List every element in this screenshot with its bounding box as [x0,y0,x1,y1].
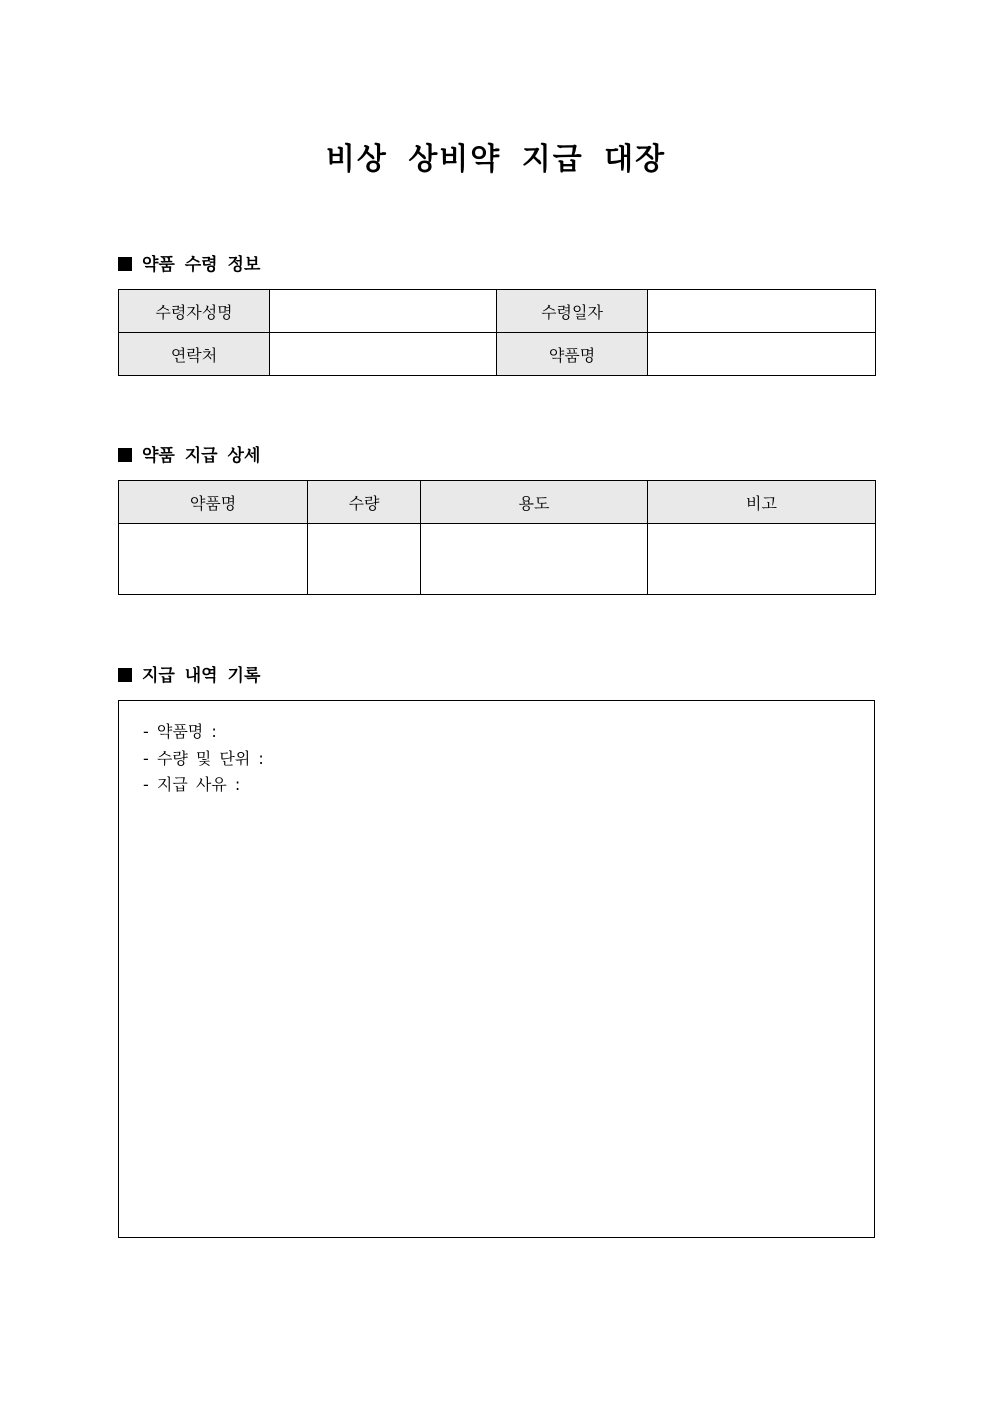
medicine-name-label: 약품명 [497,333,648,376]
black-square-icon [118,668,132,682]
black-square-icon [118,448,132,462]
receipt-date-field[interactable] [648,290,876,333]
medicine-cell[interactable] [119,524,308,595]
recipient-name-field[interactable] [270,290,497,333]
record-text-area[interactable] [118,700,875,1238]
column-header-quantity: 수량 [308,481,421,524]
table-row [119,290,876,333]
receipt-date-label: 수령일자 [497,290,648,333]
section-heading-record [118,664,260,688]
quantity-cell[interactable] [308,524,421,595]
record-line-quantity-unit: - 수량 및 단위 : [143,748,264,768]
column-header-medicine: 약품명 [119,481,308,524]
record-line-reason: - 지급 사유 : [143,775,241,794]
recipient-name-label: 수령자성명 [119,290,270,333]
medicine-name-field[interactable] [648,333,876,376]
black-square-icon [118,257,132,271]
record-lines [143,719,264,799]
section-heading-detail [118,444,260,468]
purpose-cell[interactable] [421,524,648,595]
contact-field[interactable] [270,333,497,376]
contact-label: 연락처 [119,333,270,376]
column-header-purpose: 용도 [421,481,648,524]
page-title: 비상 상비약 지급 대장 [325,142,667,177]
column-header-remarks: 비고 [648,481,876,524]
record-line-medicine: - 약품명 : [143,722,217,741]
section-heading-detail-text: 약품 지급 상세 [142,446,261,466]
table-header-row [119,481,876,524]
section-heading-receipt-text: 약품 수령 정보 [142,255,261,275]
table-row [119,333,876,376]
receipt-info-table [118,289,876,376]
table-row [119,524,876,595]
section-heading-record-text: 지급 내역 기록 [142,666,261,686]
section-heading-receipt [118,253,260,277]
distribution-detail-table [118,480,876,595]
remarks-cell[interactable] [648,524,876,595]
